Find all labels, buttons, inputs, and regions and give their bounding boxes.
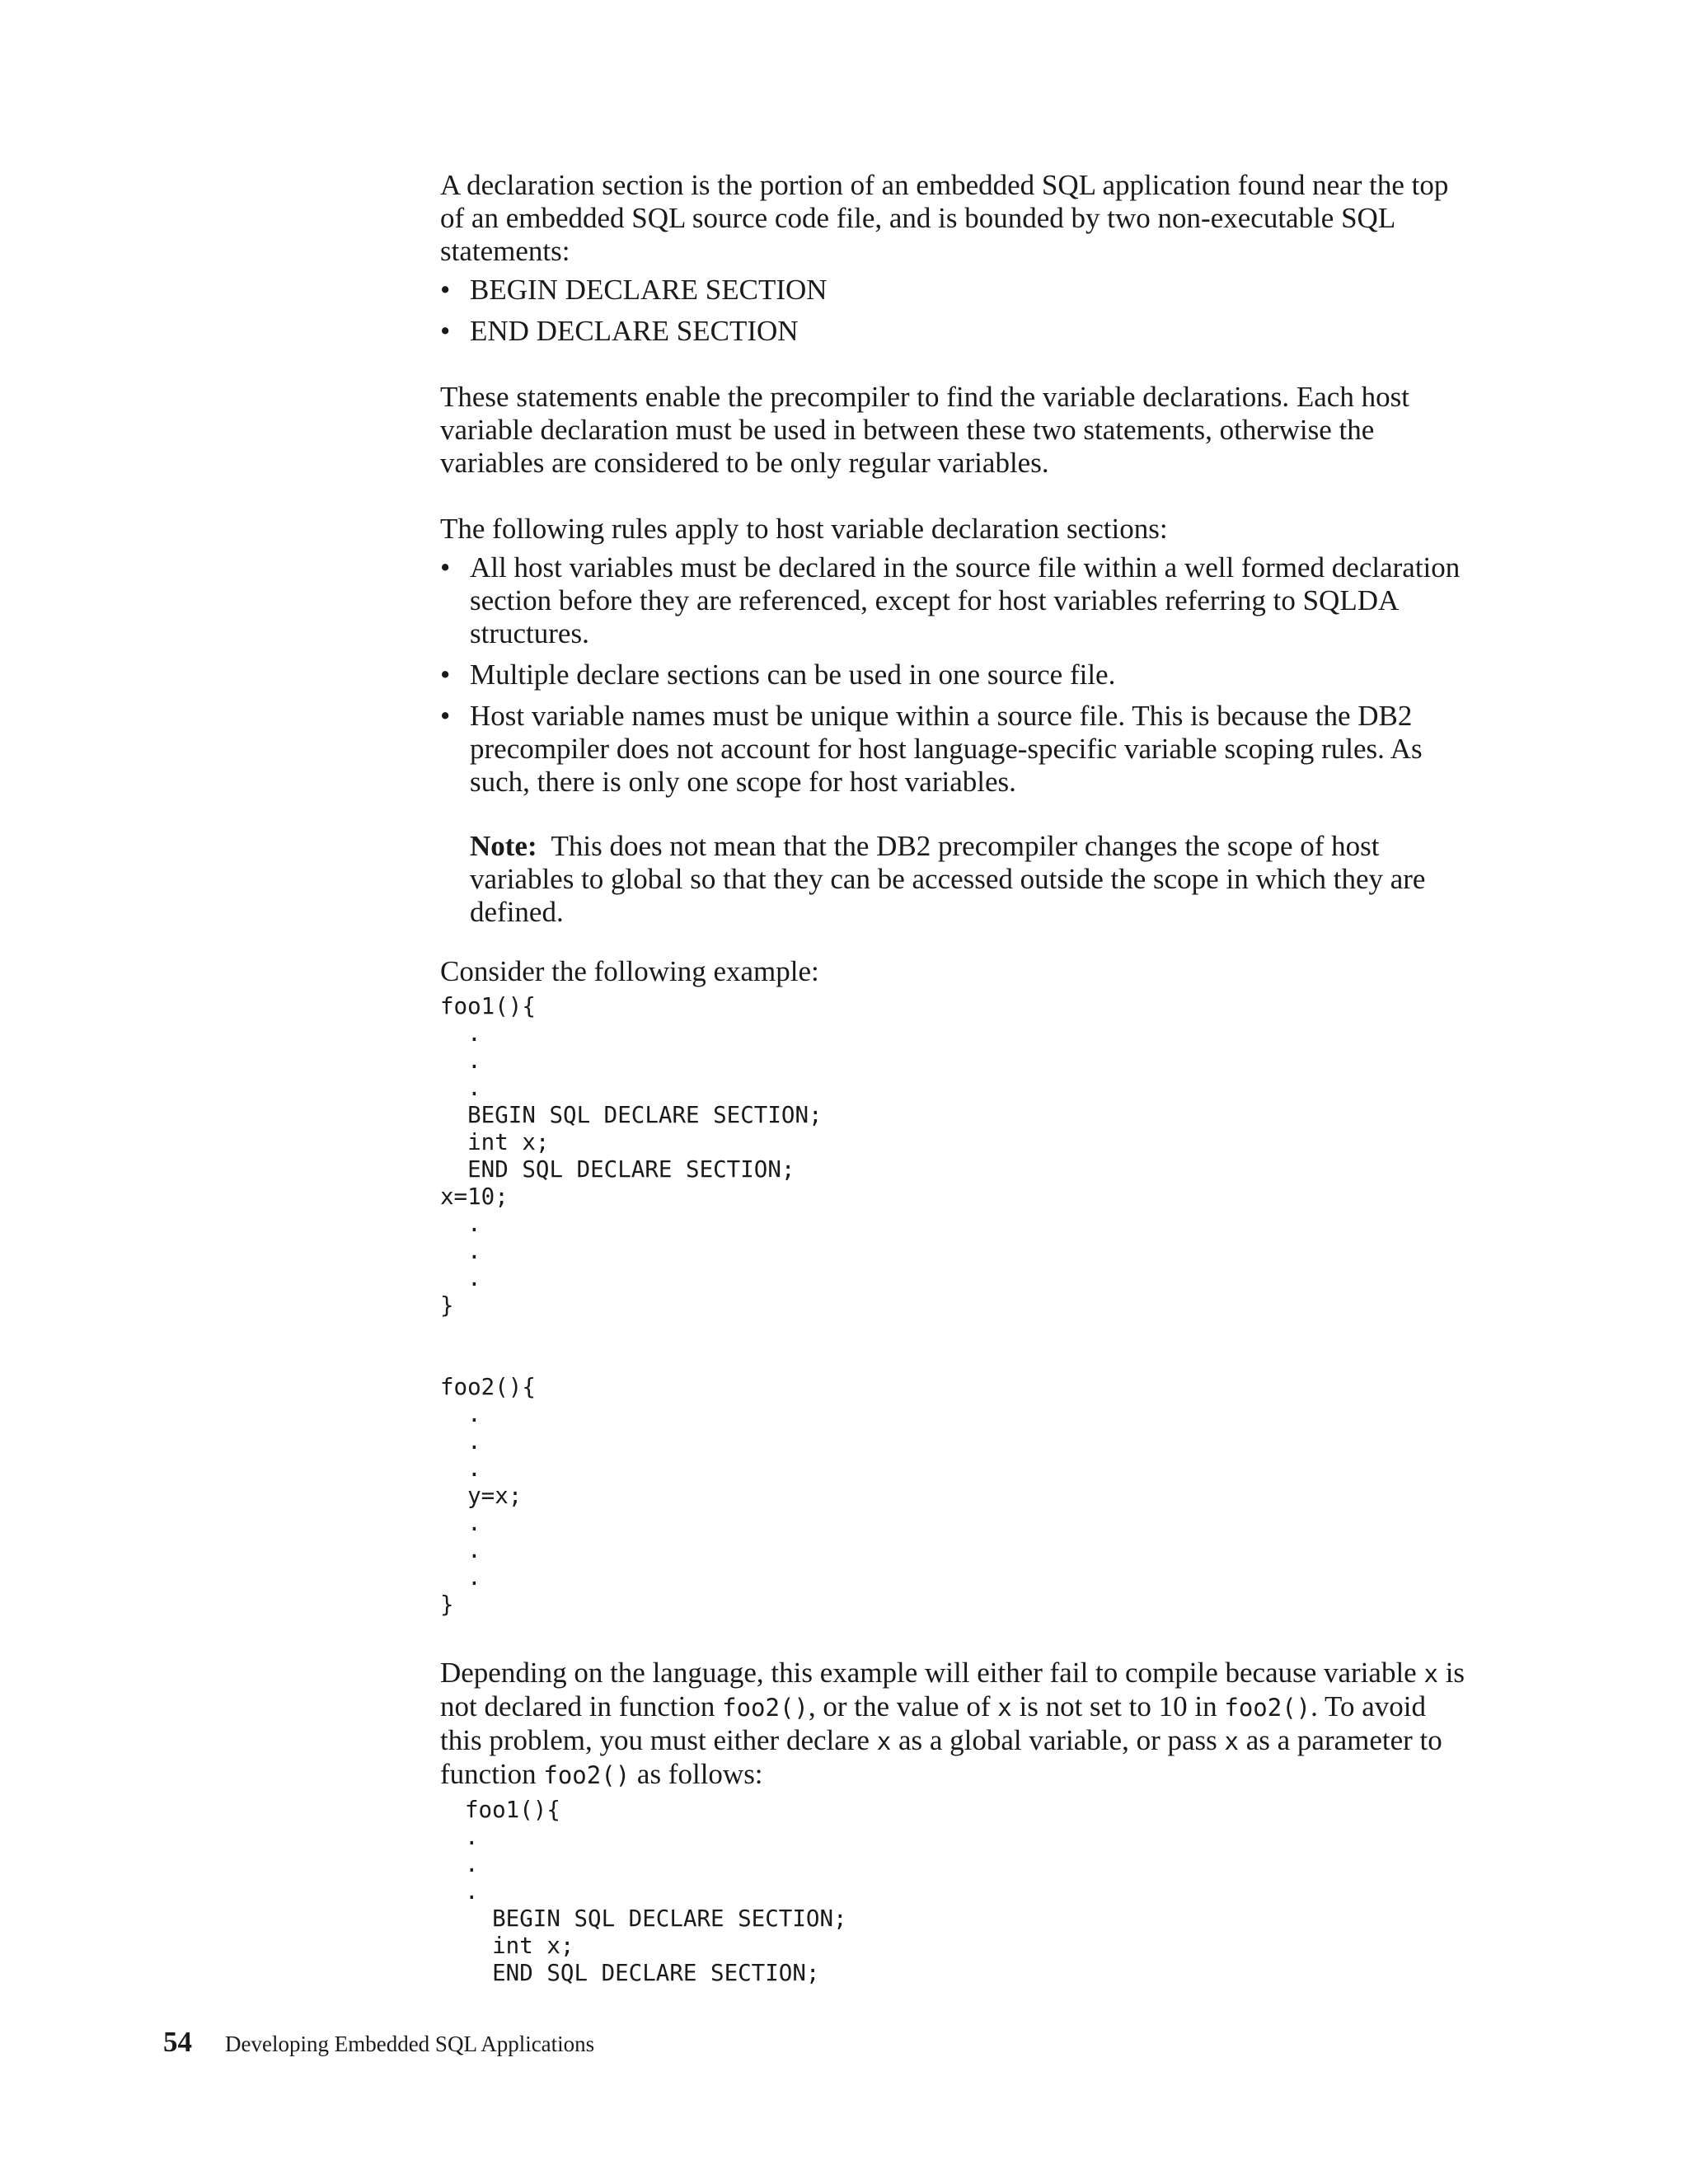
text-run: , or the value of xyxy=(808,1690,998,1722)
note xyxy=(470,830,1472,929)
text-run: as a global variable, or pass xyxy=(891,1724,1225,1756)
code-inline: foo2() xyxy=(722,1694,809,1722)
code-inline: x xyxy=(1423,1660,1438,1688)
page-body xyxy=(440,169,1472,1987)
rule-text: Host variable names must be unique within a source file. This is because the DB2 precompiler does not account for host language-specific variable scoping rules. As such, there is only one scope for host variables. xyxy=(470,700,1423,798)
code-inline: foo2() xyxy=(1224,1694,1311,1722)
example-intro: Consider the following example: xyxy=(440,955,819,987)
list-item xyxy=(440,700,1472,929)
list-item: • All host variables must be declared in the source file within a well formed declaration section before they are referenced, except for host variables referring to SQLDA structures. xyxy=(440,551,1472,650)
code-inline: foo2() xyxy=(543,1761,631,1789)
code-example: foo1(){ . . . BEGIN SQL DECLARE SECTION; int x; END SQL DECLARE SECTION; x=10; . . . } foo2(){ . . . y=x; . . . } xyxy=(440,993,823,1618)
statement-list xyxy=(440,274,1472,348)
code-inline: x xyxy=(1224,1727,1239,1755)
rules-intro: The following rules apply to host variable declaration sections: xyxy=(440,513,1168,545)
list-item: • BEGIN DECLARE SECTION xyxy=(440,274,1472,307)
code-inline: x xyxy=(997,1694,1012,1722)
code-solution: foo1(){ . . . BEGIN SQL DECLARE SECTION; int x; END SQL DECLARE SECTION; xyxy=(465,1797,847,1986)
text-run: is not declared in function xyxy=(440,1657,1465,1722)
text-run: Depending on the language, this example will either fail to compile because variable xyxy=(440,1657,1424,1689)
list-item: • END DECLARE SECTION xyxy=(440,315,1472,348)
closing-paragraph xyxy=(440,1657,1472,1792)
intro-paragraph: A declaration section is the portion of an embedded SQL application found near the top of an embedded SQL source code file, and is bounded by two non-executable SQL statements: xyxy=(440,169,1449,267)
note-label: Note: xyxy=(470,830,537,862)
code-inline: x xyxy=(876,1727,892,1755)
text-run: . To avoid this problem, you must either declare xyxy=(440,1690,1426,1756)
book-title: Developing Embedded SQL Applications xyxy=(225,2032,595,2056)
list-item: • Multiple declare sections can be used in one source file. xyxy=(440,658,1472,691)
text-run: is not set to 10 in xyxy=(1011,1690,1225,1722)
text-run: as a parameter to function xyxy=(440,1724,1442,1790)
rules-list xyxy=(440,551,1472,929)
page-number: 54 xyxy=(163,2026,192,2058)
page-footer xyxy=(163,2026,594,2059)
precompiler-paragraph: These statements enable the precompiler to find the variable declarations. Each host variable declaration must be used in between these two statements, otherwise the variables are considered to be only regular variables. xyxy=(440,381,1409,479)
text-run: as follows: xyxy=(630,1758,763,1790)
note-text: This does not mean that the DB2 precompiler changes the scope of host variables to global so that they can be accessed outside the scope in which they are defined. xyxy=(470,830,1426,928)
